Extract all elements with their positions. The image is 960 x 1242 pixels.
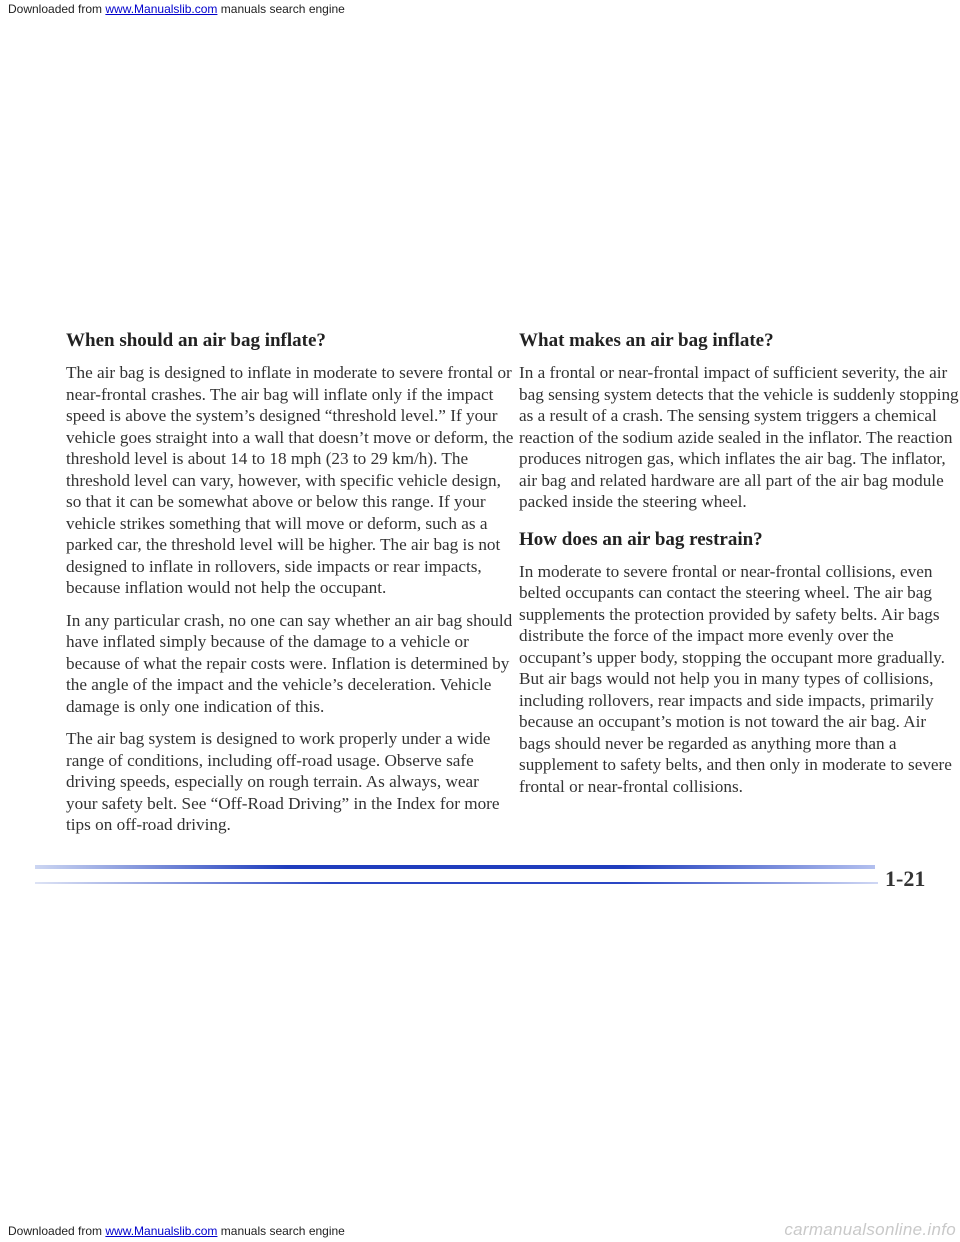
paragraph: The air bag is designed to inflate in moderate to severe frontal or near-frontal crashes. The air bag will inflate only if the impact speed is above the system’s designed “threshold level.” If your vehicle goes straight into a wall that doesn’t move or deform, the threshold level is about 14 to 18 mph (23 to 29 km/h). The threshold level can vary, however, with specific vehicle design, so that it can be somewhat above or below this range. If your vehicle strikes something that will move or deform, such as a parked car, the threshold level will be higher. The air bag is not designed to inflate in rollovers, side impacts or rear impacts, because inflation would not help the occupant. xyxy=(66,363,514,597)
footer-rule xyxy=(0,865,960,905)
page-number: 1-21 xyxy=(885,866,926,891)
manual-page xyxy=(0,180,960,940)
banner-suffix: manuals search engine xyxy=(217,2,345,16)
left-column xyxy=(66,330,514,847)
banner-prefix: Downloaded from xyxy=(8,1224,106,1238)
manualslib-link[interactable]: www.Manualslib.com xyxy=(105,2,218,16)
manualslib-link[interactable]: www.Manualslib.com xyxy=(105,1224,218,1238)
paragraph: In any particular crash, no one can say whether an air bag should have inflated simply because of the damage to a vehicle or because of what the repair costs were. Inflation is determined by the angle of the impact and the vehicle’s deceleration. Vehicle damage is only one indication of this. xyxy=(66,610,513,716)
banner-prefix: Downloaded from xyxy=(8,2,106,16)
heading-what-makes-inflate: What makes an air bag inflate? xyxy=(519,330,774,351)
banner-suffix: manuals search engine xyxy=(217,1224,345,1238)
watermark: carmanualsonline.info xyxy=(784,1220,956,1239)
heading-when-inflate: When should an air bag inflate? xyxy=(66,330,326,351)
download-banner-top xyxy=(0,0,960,18)
right-column xyxy=(519,330,959,808)
heading-how-restrain: How does an air bag restrain? xyxy=(519,528,763,550)
footer-rule-thick xyxy=(35,865,875,869)
footer-rule-thin xyxy=(35,882,878,884)
paragraph: In moderate to severe frontal or near-frontal collisions, even belted occupants can contact the steering wheel. The air bag supplements the protection provided by safety belts. Air bags distribute the force of the impact more evenly over the occupant’s upper body, stopping the occupant more gradually. But air bags would not help you in many types of collisions, including rollovers, rear impacts and side impacts, primarily because an occupant’s motion is not toward the air bag. Air bags should never be regarded as anything more than a supplement to safety belts, and then only in moderate to severe frontal or near-frontal collisions. xyxy=(519,561,952,796)
paragraph: The air bag system is designed to work properly under a wide range of conditions, including off-road usage. Observe safe driving speeds, especially on rough terrain. As always, wear your safety belt. See “Off-Road Driving” in the Index for more tips on off-road driving. xyxy=(66,729,500,834)
paragraph: In a frontal or near-frontal impact of sufficient severity, the air bag sensing system detects that the vehicle is suddenly stopping as a result of a crash. The sensing system triggers a chemical reaction of the sodium azide sealed in the inflator. The reaction produces nitrogen gas, which inflates the air bag. The inflator, air bag and related hardware are all part of the air bag module packed inside the steering wheel. xyxy=(519,363,959,511)
